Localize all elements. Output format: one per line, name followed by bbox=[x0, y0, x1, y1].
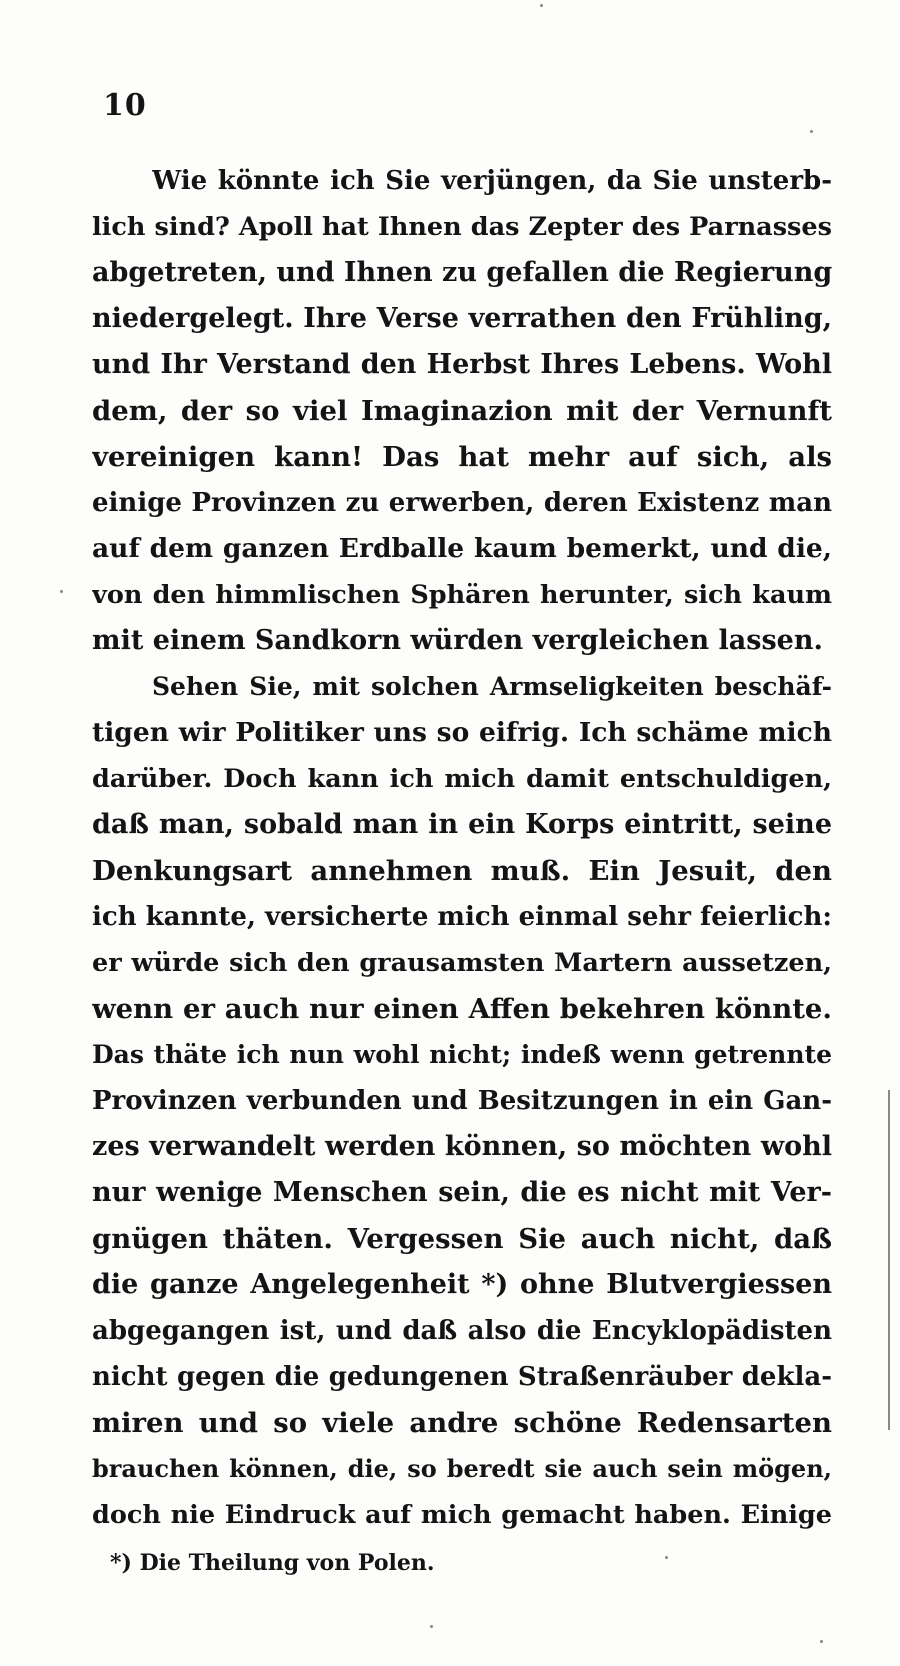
text-line: tigen wir Politiker uns so eifrig. Ich schäme mich bbox=[92, 717, 832, 748]
text-line: Das thäte ich nun wohl nicht; indeß wenn getrennte bbox=[92, 1040, 832, 1069]
scan-speck bbox=[810, 130, 813, 133]
text-line: die ganze Angelegenheit *) ohne Blutvergiessen bbox=[92, 1269, 832, 1300]
text-line: auf dem ganzen Erdballe kaum bemerkt, und die, bbox=[92, 533, 832, 564]
footnote: *) Die Theilung von Polen. bbox=[110, 1550, 435, 1576]
text-line: abgetreten, und Ihnen zu gefallen die Regierung bbox=[92, 257, 832, 288]
text-line: mit einem Sandkorn würden vergleichen lassen. bbox=[92, 625, 823, 656]
text-line: Wie könnte ich Sie verjüngen, da Sie unsterb- bbox=[152, 166, 832, 196]
text-line: wenn er auch nur einen Affen bekehren könnte. bbox=[92, 993, 832, 1025]
text-line: daß man, sobald man in ein Korps eintritt, seine bbox=[92, 809, 832, 840]
scan-speck bbox=[820, 1640, 823, 1643]
text-line: brauchen können, die, so beredt sie auch sein mögen, bbox=[92, 1454, 832, 1483]
scan-edge-line bbox=[888, 1090, 890, 1430]
scan-speck bbox=[430, 1625, 433, 1628]
page-number: 10 bbox=[103, 88, 147, 123]
text-line: abgegangen ist, und daß also die Encyklopädisten bbox=[92, 1316, 832, 1346]
text-line: vereinigen kann! Das hat mehr auf sich, als bbox=[92, 441, 832, 473]
text-line: und Ihr Verstand den Herbst Ihres Lebens. Wohl bbox=[92, 349, 832, 380]
text-line: lich sind? Apoll hat Ihnen das Zepter des Parnasses bbox=[92, 212, 832, 242]
scan-speck bbox=[665, 1556, 668, 1559]
text-line: Provinzen verbunden und Besitzungen in ein Gan- bbox=[92, 1086, 832, 1116]
text-line: gnügen thäten. Vergessen Sie auch nicht, daß bbox=[92, 1223, 832, 1255]
text-line: er würde sich den grausamsten Martern aussetzen, bbox=[92, 948, 832, 978]
text-line: doch nie Eindruck auf mich gemacht haben. Einige bbox=[92, 1500, 832, 1530]
scan-speck bbox=[540, 4, 543, 7]
text-line: nur wenige Menschen sein, die es nicht mit Ver- bbox=[92, 1177, 832, 1208]
text-line: von den himmlischen Sphären herunter, sich kaum bbox=[92, 580, 832, 610]
text-line: Denkungsart annehmen muß. Ein Jesuit, den bbox=[92, 855, 832, 887]
text-line: Sehen Sie, mit solchen Armseligkeiten beschäf- bbox=[152, 672, 832, 701]
scan-speck bbox=[60, 590, 63, 593]
text-line: dem, der so viel Imaginazion mit der Vernunft bbox=[92, 395, 832, 427]
text-line: nicht gegen die gedungenen Straßenräuber dekla- bbox=[92, 1362, 832, 1392]
text-line: darüber. Doch kann ich mich damit entschuldigen, bbox=[92, 764, 832, 794]
text-line: ich kannte, versicherte mich einmal sehr feierlich: bbox=[92, 902, 832, 932]
text-line: niedergelegt. Ihre Verse verrathen den Frühling, bbox=[92, 303, 832, 334]
text-line: einige Provinzen zu erwerben, deren Existenz man bbox=[92, 488, 832, 518]
text-line: miren und so viele andre schöne Redensarten bbox=[92, 1407, 832, 1439]
text-line: zes verwandelt werden können, so möchten wohl bbox=[92, 1131, 832, 1162]
